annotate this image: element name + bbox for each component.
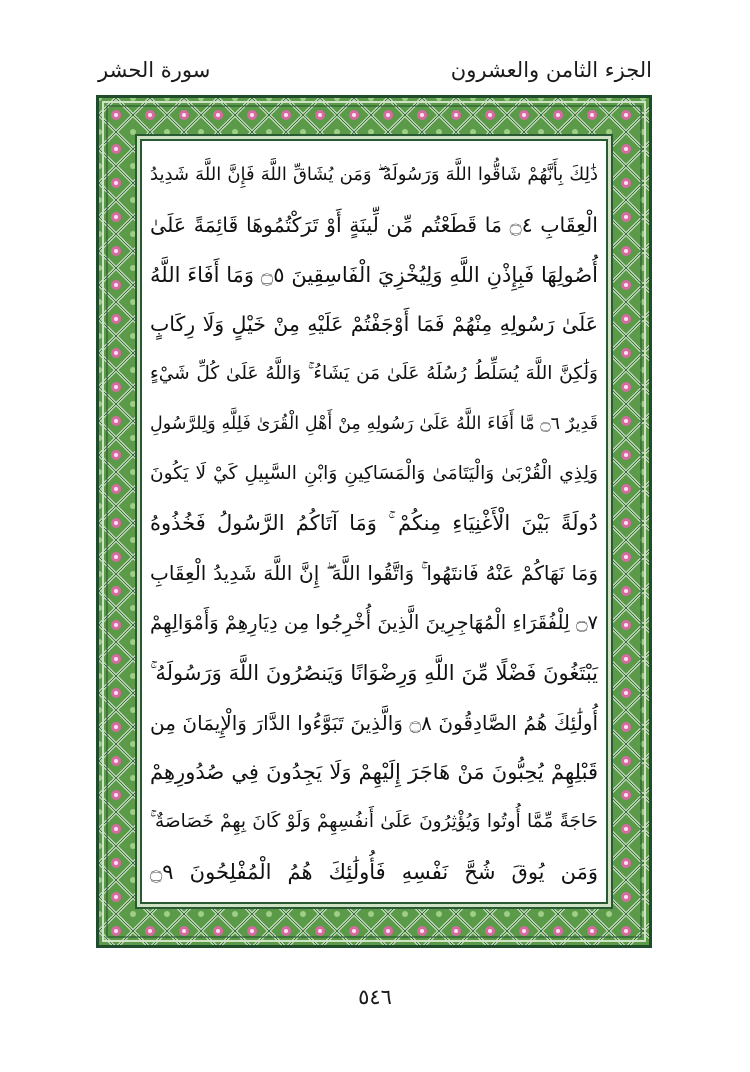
surah-name: سورة الحشر <box>98 58 211 82</box>
verse-line: دُولَةً بَيْنَ الْأَغْنِيَاءِ مِنكُمْ ۚ وَمَا آتَاكُمُ الرَّسُولُ فَخُذُوهُ <box>150 511 598 536</box>
verse-line: قَدِيرٌ ۝٦ مَّا أَفَاءَ اللَّهُ عَلَىٰ رَسُولِهِ مِنْ أَهْلِ الْقُرَىٰ فَلِلَّهِ وَلِلرَّسُولِ <box>150 413 598 434</box>
verse-line: ذَٰلِكَ بِأَنَّهُمْ شَاقُّوا اللَّهَ وَرَسُولَهُ ۖ وَمَن يُشَاقِّ اللَّهَ فَإِنَّ اللَّهَ شَدِيدُ <box>150 164 598 185</box>
verse-line: أُولَٰئِكَ هُمُ الصَّادِقُونَ ۝٨ وَالَّذِينَ تَبَوَّءُوا الدَّارَ وَالْإِيمَانَ مِن <box>150 710 599 735</box>
page-number: ٥٤٦ <box>358 985 392 1009</box>
verse-line: قَبْلِهِمْ يُحِبُّونَ مَنْ هَاجَرَ إِلَيْهِمْ وَلَا يَجِدُونَ فِي صُدُورِهِمْ <box>150 760 598 785</box>
page-header <box>98 52 652 88</box>
verse-line: عَلَىٰ رَسُولِهِ مِنْهُمْ فَمَا أَوْجَفْتُمْ عَلَيْهِ مِنْ خَيْلٍ وَلَا رِكَابٍ <box>150 312 598 337</box>
verse-line: وَمَن يُوقَ شُحَّ نَفْسِهِ فَأُولَٰئِكَ هُمُ الْمُفْلِحُونَ ۝٩ <box>150 859 598 884</box>
verse-line: الْعِقَابِ ۝٤ مَا قَطَعْتُم مِّن لِّينَةٍ أَوْ تَرَكْتُمُوهَا قَائِمَةً عَلَىٰ <box>150 212 598 237</box>
verse-line: أُصُولِهَا فَبِإِذْنِ اللَّهِ وَلِيُخْزِيَ الْفَاسِقِينَ ۝٥ وَمَا أَفَاءَ اللَّهُ <box>150 262 598 287</box>
text-panel <box>140 139 608 904</box>
verse-line: وَمَا نَهَاكُمْ عَنْهُ فَانتَهُوا ۚ وَاتَّقُوا اللَّهَ ۖ إِنَّ اللَّهَ شَدِيدُ الْعِقَابِ <box>150 561 598 586</box>
verse-lines <box>150 155 598 892</box>
juz-name: الجزء الثامن والعشرون <box>450 58 652 82</box>
verse-line: وَلَٰكِنَّ اللَّهَ يُسَلِّطُ رُسُلَهُ عَلَىٰ مَن يَشَاءُ ۚ وَاللَّهُ عَلَىٰ كُلِّ شَيْءٍ <box>150 363 598 385</box>
verse-line: حَاجَةً مِّمَّا أُوتُوا وَيُؤْثِرُونَ عَلَىٰ أَنفُسِهِمْ وَلَوْ كَانَ بِهِمْ خَصَاصَةٌ ۚ <box>150 811 598 833</box>
decorative-frame <box>96 95 652 948</box>
verse-line: وَلِذِي الْقُرْبَىٰ وَالْيَتَامَىٰ وَالْمَسَاكِينِ وَابْنِ السَّبِيلِ كَيْ لَا يَكُونَ <box>150 462 598 484</box>
verse-line: ۝٧ لِلْفُقَرَاءِ الْمُهَاجِرِينَ الَّذِينَ أُخْرِجُوا مِن دِيَارِهِمْ وَأَمْوَالِهِمْ <box>150 611 598 635</box>
verse-line: يَبْتَغُونَ فَضْلًا مِّنَ اللَّهِ وَرِضْوَانًا وَيَنصُرُونَ اللَّهَ وَرَسُولَهُ ۚ <box>150 660 598 685</box>
